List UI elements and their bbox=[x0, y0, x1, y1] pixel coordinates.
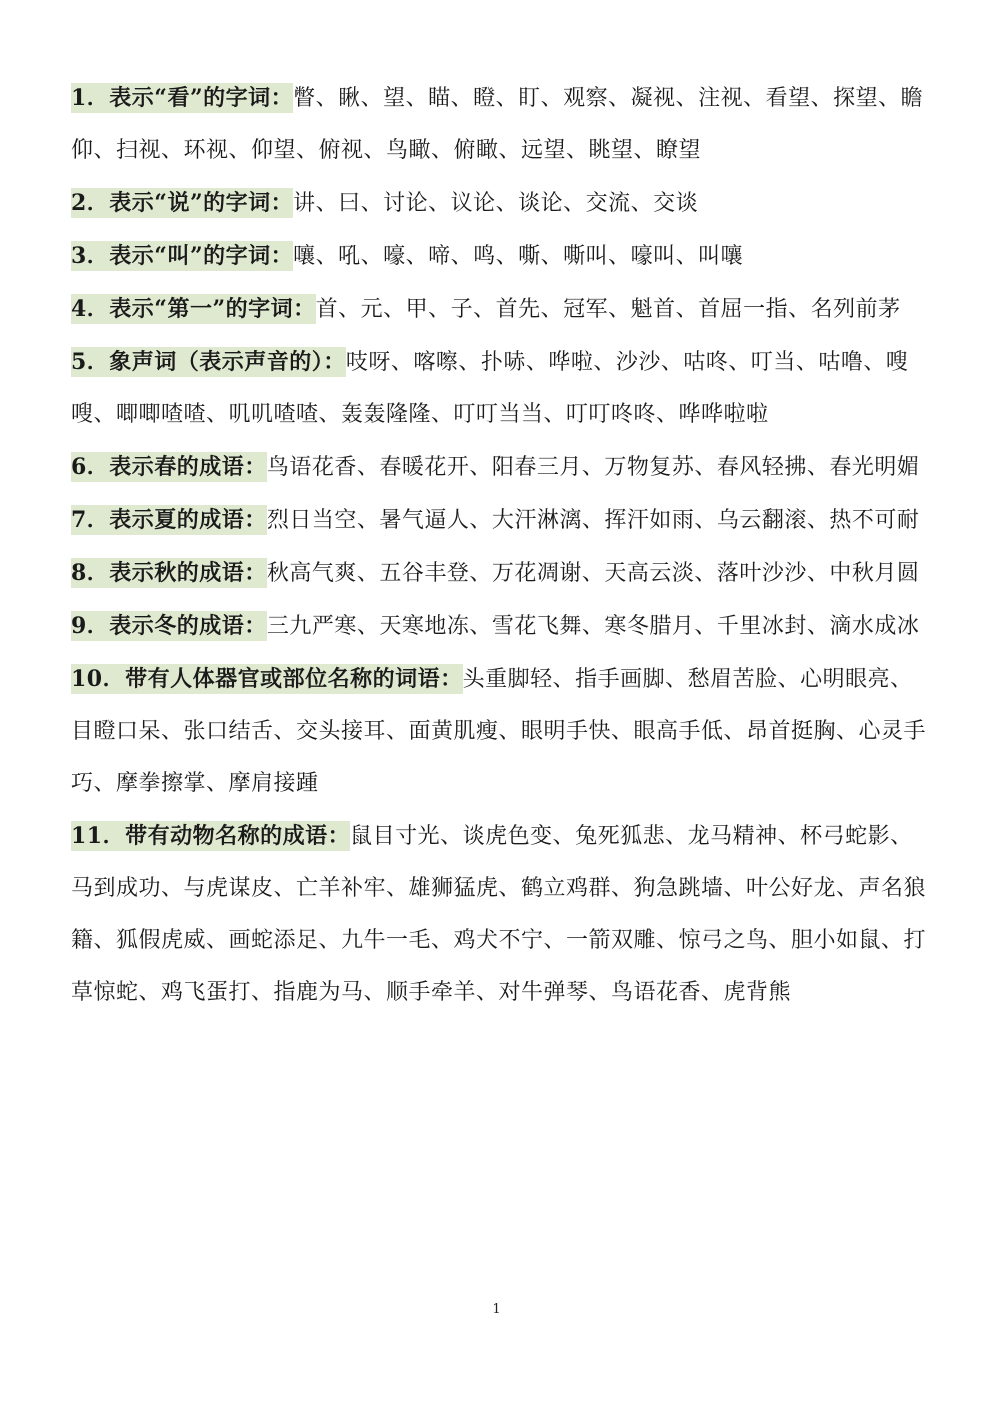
entry-label: 1．表示“看”的字词： bbox=[71, 85, 294, 111]
entry-label: 5．象声词（表示声音的）： bbox=[71, 349, 346, 375]
entry-text: 讲、曰、讨论、议论、谈论、交流、交谈 bbox=[293, 191, 699, 216]
entry-text: 鸟语花香、春暖花开、阳春三月、万物复苏、春风轻拂、春光明媚 bbox=[266, 455, 920, 480]
entry-text: 秋高气爽、五谷丰登、万花凋谢、天高云淡、落叶沙沙、中秋月圆 bbox=[266, 561, 920, 586]
page-number: 1 bbox=[492, 1302, 501, 1317]
entry-label: 7．表示夏的成语： bbox=[71, 507, 267, 533]
entry-3 bbox=[71, 230, 931, 283]
entry-11 bbox=[71, 810, 931, 1019]
entry-text: 吱呀、喀嚓、扑哧、哗啦、沙沙、咕咚、叮当、咕噜、嗖嗖、唧唧喳喳、叽叽喳喳、轰轰隆隆、叮叮当当、叮叮咚咚、哗哗啦啦 bbox=[71, 350, 909, 427]
entry-label: 11．带有动物名称的成语： bbox=[71, 823, 351, 849]
entry-text: 嚷、吼、嚎、啼、鸣、嘶、嘶叫、嚎叫、叫嚷 bbox=[293, 244, 744, 269]
entry-label: 9．表示冬的成语： bbox=[71, 613, 267, 639]
entry-text: 三九严寒、天寒地冻、雪花飞舞、寒冬腊月、千里冰封、滴水成冰 bbox=[266, 614, 920, 639]
entry-2 bbox=[71, 177, 931, 230]
document-body bbox=[71, 72, 931, 1019]
entry-7 bbox=[71, 494, 931, 547]
entry-6 bbox=[71, 441, 931, 494]
entry-label: 8．表示秋的成语： bbox=[71, 560, 267, 586]
entry-label: 10．带有人体器官或部位名称的词语： bbox=[71, 666, 463, 692]
entry-9 bbox=[71, 600, 931, 653]
entry-text: 头重脚轻、指手画脚、愁眉苦脸、心明眼亮、目瞪口呆、张口结舌、交头接耳、面黄肌瘦、眼明手快、眼高手低、昂首挺胸、心灵手巧、摩拳擦掌、摩肩接踵 bbox=[71, 667, 927, 796]
entry-1 bbox=[71, 72, 931, 177]
entry-text: 首、元、甲、子、首先、冠军、魁首、首屈一指、名列前茅 bbox=[315, 297, 901, 322]
entry-4 bbox=[71, 283, 931, 336]
entry-text: 瞥、瞅、望、瞄、瞪、盯、观察、凝视、注视、看望、探望、瞻仰、扫视、环视、仰望、俯视、鸟瞰、俯瞰、远望、眺望、瞭望 bbox=[71, 86, 924, 163]
entry-5 bbox=[71, 336, 931, 441]
entry-text: 鼠目寸光、谈虎色变、兔死狐悲、龙马精神、杯弓蛇影、马到成功、与虎谋皮、亡羊补牢、雄狮猛虎、鹤立鸡群、狗急跳墙、叶公好龙、声名狼籍、狐假虎威、画蛇添足、九牛一毛、鸡犬不宁、一箭双雕、惊弓之鸟、胆小如鼠、打草惊蛇、鸡飞蛋打、指鹿为马、顺手牵羊、对牛弹琴、鸟语花香、虎背熊 bbox=[71, 824, 927, 1005]
entry-text: 烈日当空、暑气逼人、大汗淋漓、挥汗如雨、乌云翻滚、热不可耐 bbox=[266, 508, 920, 533]
entry-label: 3．表示“叫”的字词： bbox=[71, 243, 294, 269]
entry-10 bbox=[71, 653, 931, 810]
entry-label: 2．表示“说”的字词： bbox=[71, 190, 294, 216]
entry-8 bbox=[71, 547, 931, 600]
entry-label: 6．表示春的成语： bbox=[71, 454, 267, 480]
entry-label: 4．表示“第一”的字词： bbox=[71, 296, 316, 322]
